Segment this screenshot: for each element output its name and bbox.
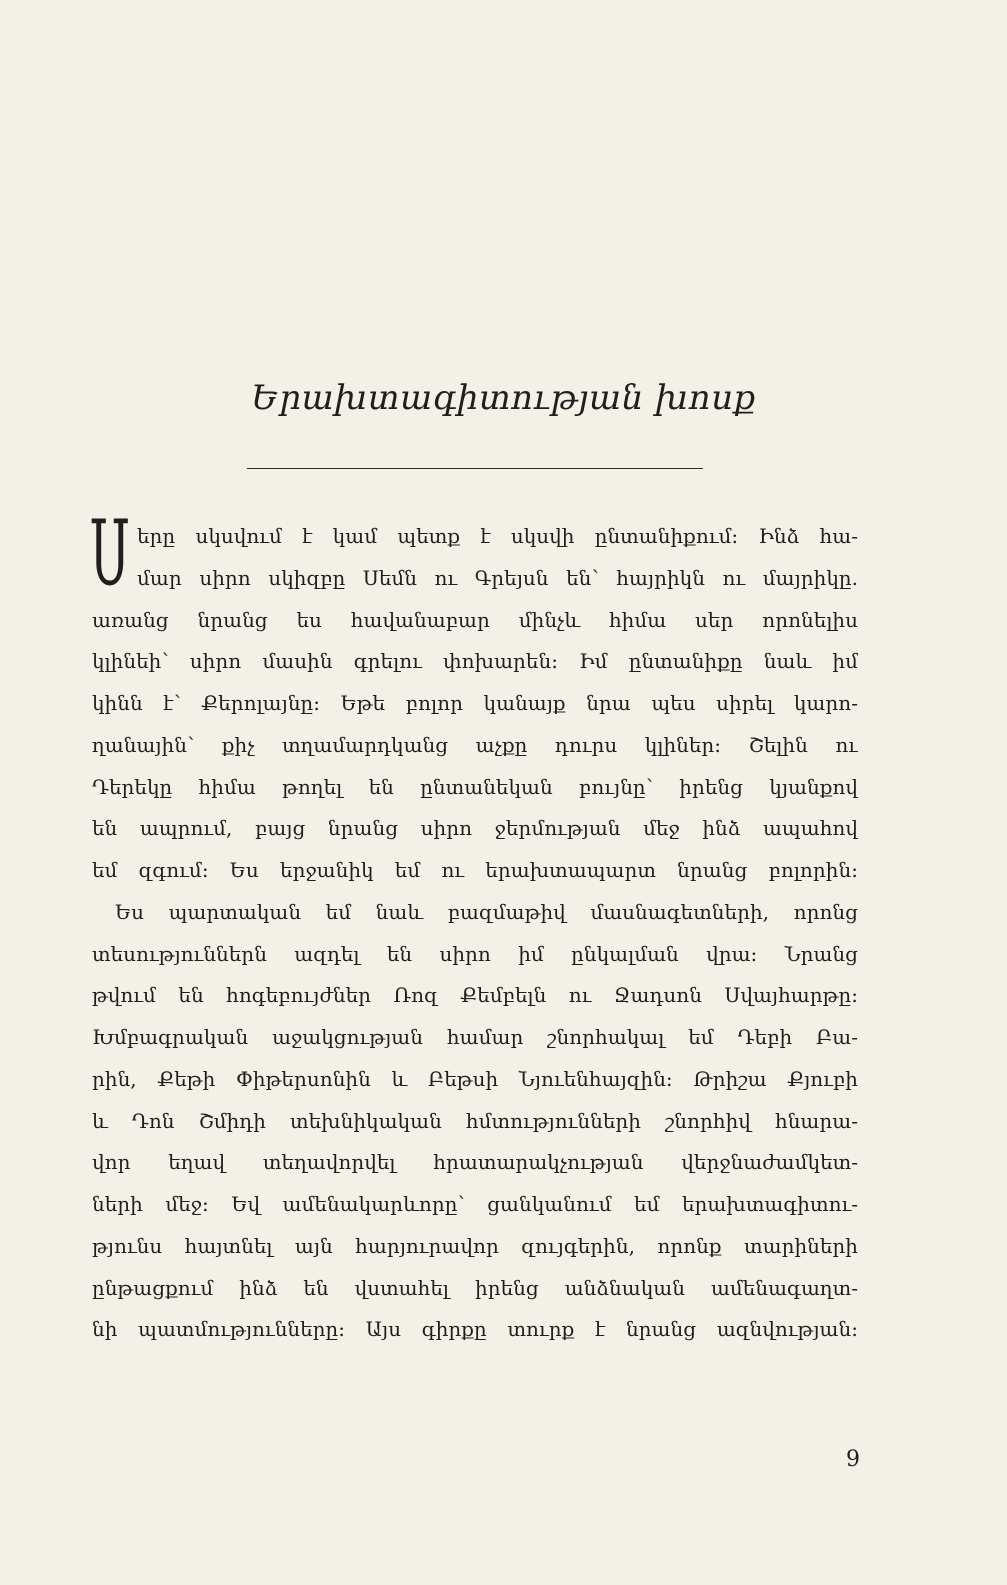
page-number: 9 bbox=[846, 1447, 860, 1472]
text-line: նի պատմությունները։ Այս գիրքը տուրք է նրանց ազնվության։ bbox=[92, 1317, 858, 1342]
text-line: ների մեջ։ Եվ ամենակարևորը՝ ցանկանում եմ երախտագիտու- bbox=[92, 1192, 858, 1216]
text-line: թյունս հայտնել այն հարյուրավոր զույգերին, որոնք տարիների bbox=[92, 1233, 858, 1258]
text-line: կինն է՝ Քերոլայնը։ Եթե բոլոր կանայք նրա պես սիրել կարո- bbox=[92, 691, 858, 715]
drop-cap: Ս bbox=[90, 501, 130, 606]
text-line: ղանային՝ քիչ տղամարդկանց աչքը դուրս կլիներ։ Շելին ու bbox=[92, 732, 858, 757]
text-line: և Դոն Շմիդի տեխնիկական հմտությունների շնորհիվ հնարա- bbox=[92, 1108, 858, 1133]
page-title: Երախտագիտության խոսք bbox=[251, 378, 756, 418]
text-line: տեսություններն ազդել են սիրո իմ ընկալման վրա։ Նրանց bbox=[92, 941, 858, 966]
text-line: Ես պարտական եմ նաև բազմաթիվ մասնագետների, որոնց bbox=[115, 899, 858, 924]
text-line: ընթացքում ինձ են վստահել իրենց անձնական ամենագաղտ- bbox=[92, 1275, 858, 1300]
text-line: մար սիրո սկիզբը Սեմն ու Գրեյսն են՝ հայրիկն ու մայրիկը. bbox=[137, 565, 858, 590]
text-line: կլինեի՝ սիրո մասին գրելու փոխարեն։ Իմ ընտանիքը նաև իմ bbox=[92, 649, 858, 674]
body-text bbox=[92, 516, 858, 1351]
text-line: Խմբագրական աջակցության համար շնորհակալ եմ Դեբի Բա- bbox=[92, 1025, 858, 1049]
text-line: վոր եղավ տեղավորվել հրատարակչության վերջնաժամկետ- bbox=[92, 1150, 858, 1175]
text-line: եմ զգում։ Ես երջանիկ եմ ու երախտապարտ նրանց բոլորին։ bbox=[92, 858, 858, 882]
text-line: թվում են հոգեբույժներ Ռոզ Քեմբելն ու Ջադսոն Սվայհարթը։ bbox=[92, 983, 858, 1008]
text-line: րին, Քեթի Փիթերսոնին և Բեթսի Նյուենհայզին։ Թրիշա Քյուբի bbox=[92, 1066, 858, 1091]
text-line: առանց նրանց ես հավանաբար մինչև հիմա սեր որոնելիս bbox=[92, 607, 858, 632]
text-line: երը սկսվում է կամ պետք է սկսվի ընտանիքում։ Ինձ հա- bbox=[137, 524, 858, 548]
text-line: Դերեկը հիմա թողել են ընտանեկան բույնը՝ իրենց կյանքով bbox=[92, 774, 858, 799]
title-rule bbox=[247, 468, 703, 469]
text-line: են ապրում, բայց նրանց սիրո ջերմության մեջ ինձ ապահով bbox=[92, 816, 858, 841]
